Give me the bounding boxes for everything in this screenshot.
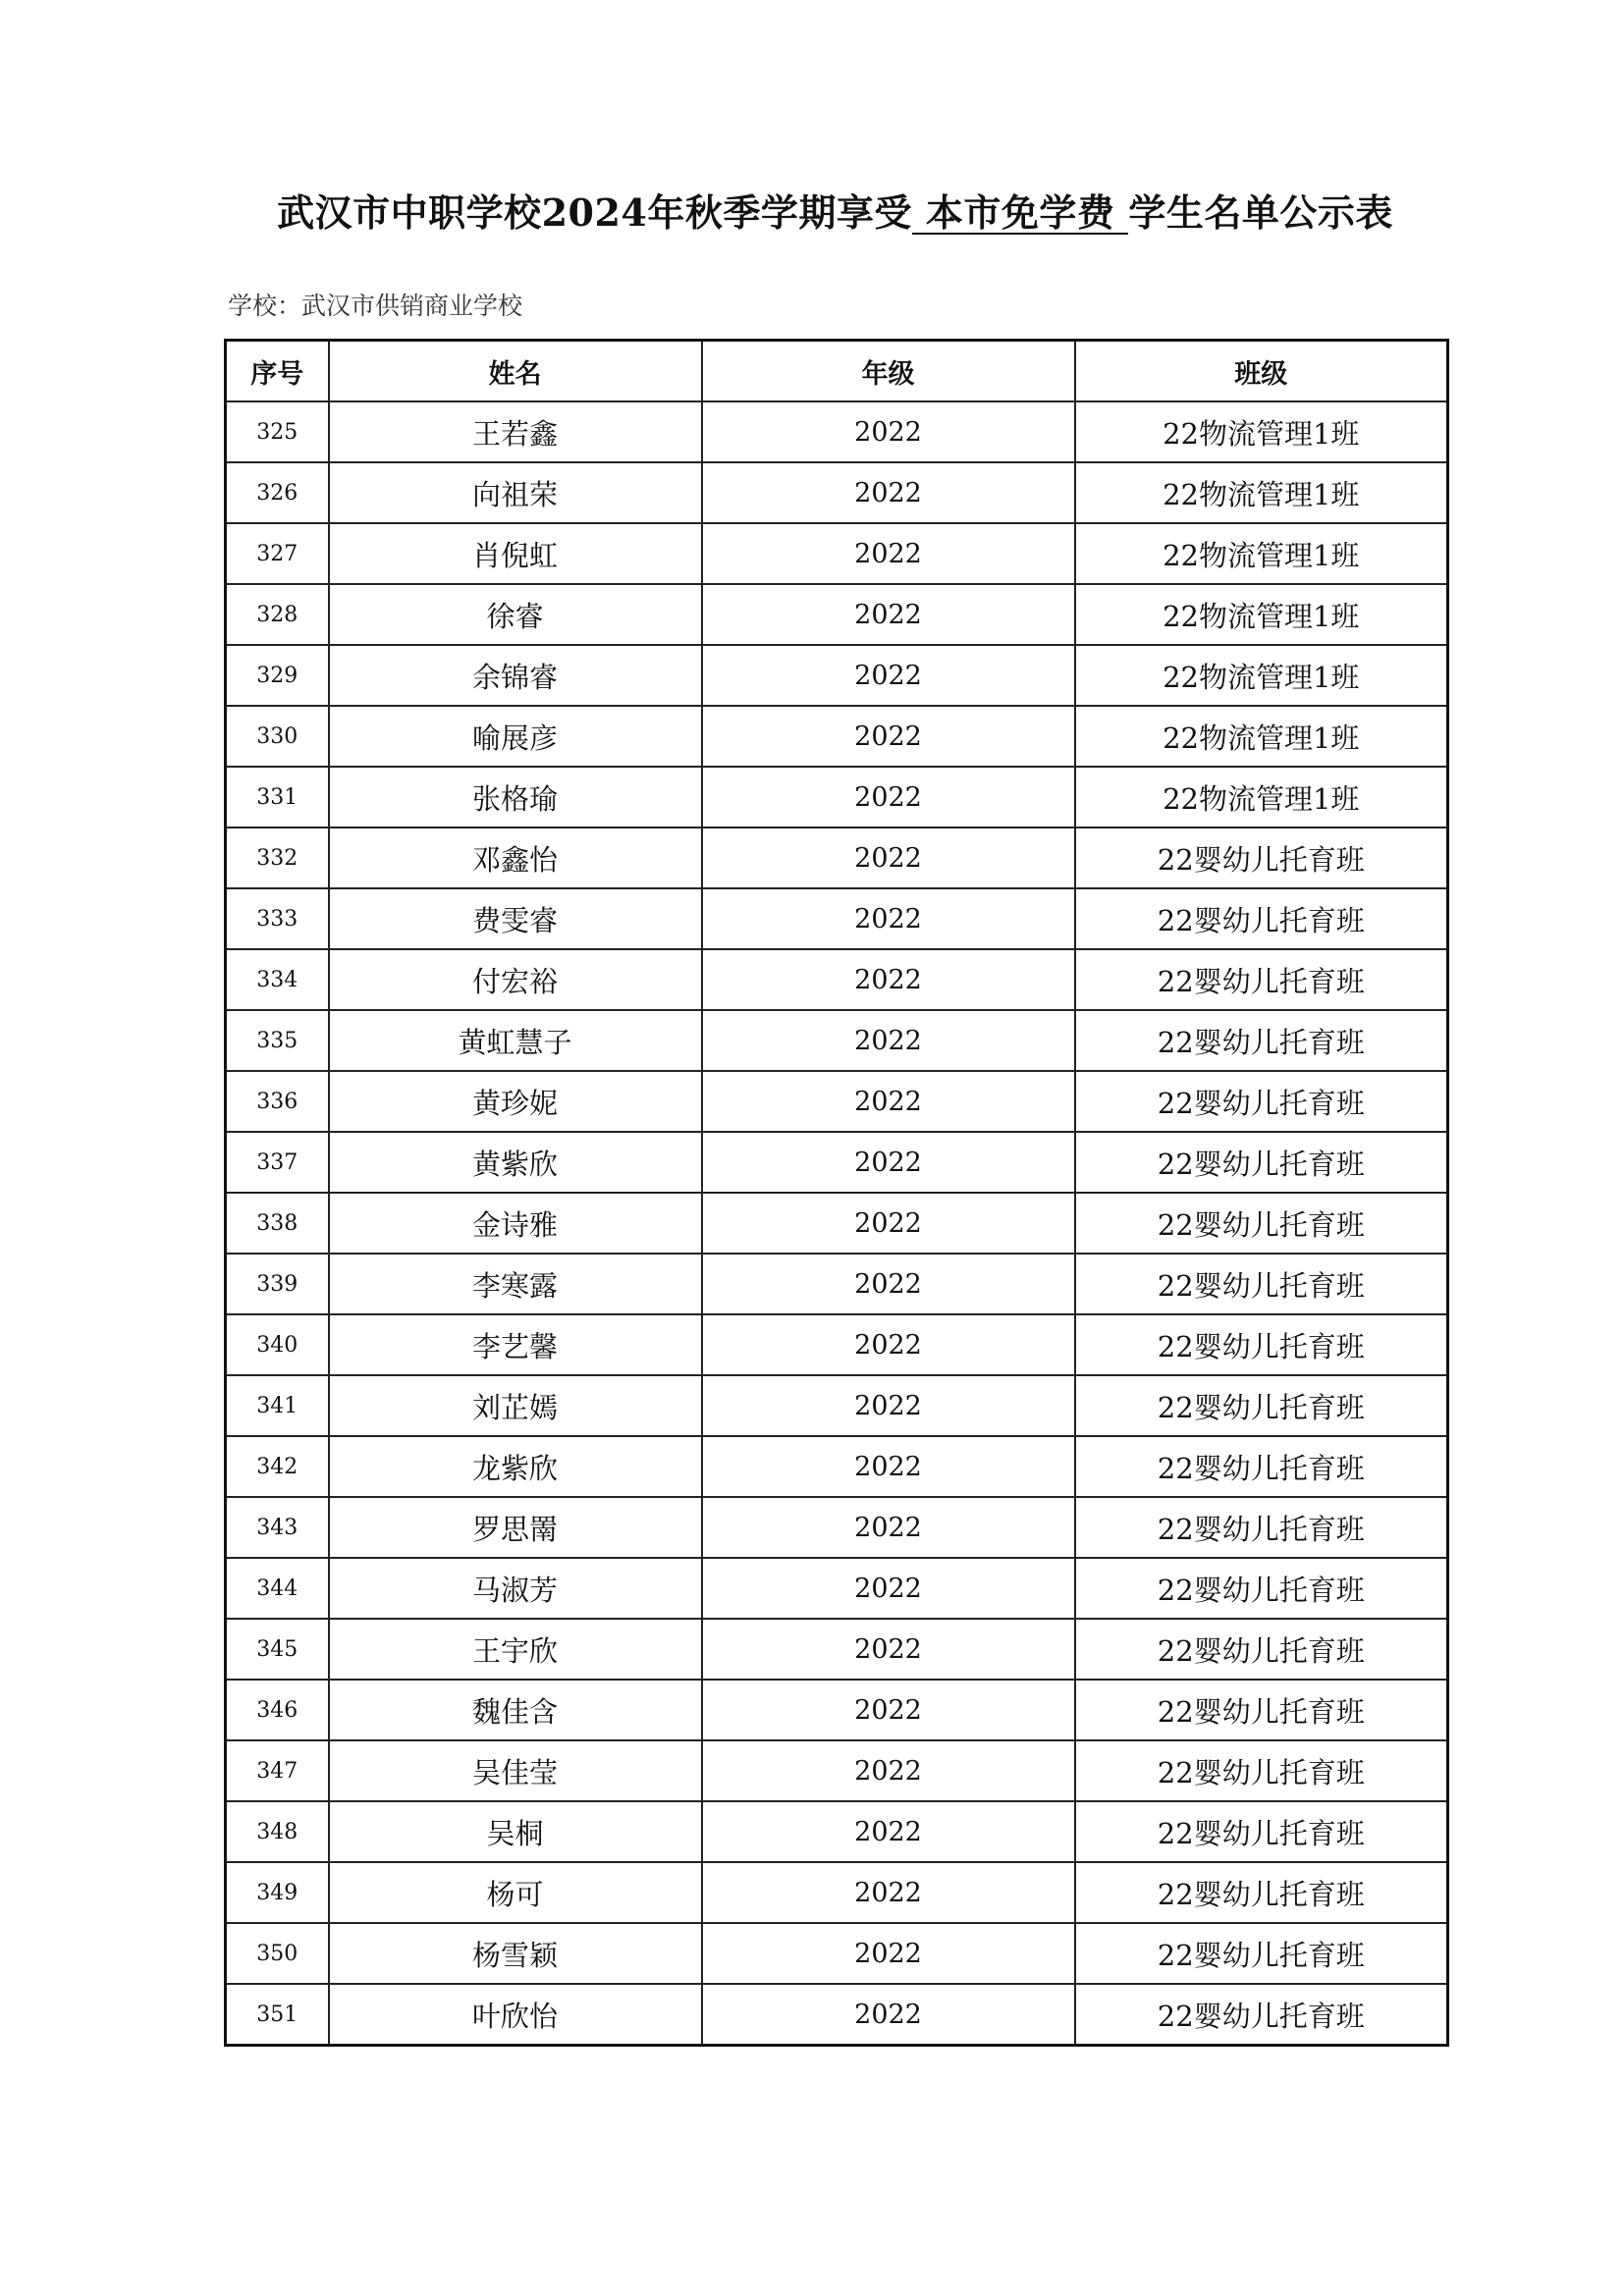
cell-class: 22婴幼儿托育班 — [1075, 1862, 1448, 1923]
cell-class: 22物流管理1班 — [1075, 706, 1448, 767]
table-row — [226, 1801, 1448, 1862]
cell-name: 黄珍妮 — [329, 1071, 702, 1132]
table-row — [226, 1193, 1448, 1254]
cell-index: 333 — [226, 888, 329, 949]
cell-name: 吴佳莹 — [329, 1740, 702, 1801]
cell-index: 344 — [226, 1558, 329, 1619]
cell-index: 325 — [226, 401, 329, 462]
cell-class: 22婴幼儿托育班 — [1075, 949, 1448, 1010]
cell-index: 340 — [226, 1314, 329, 1375]
cell-class: 22婴幼儿托育班 — [1075, 1680, 1448, 1740]
cell-index: 342 — [226, 1436, 329, 1497]
cell-grade: 2022 — [702, 1193, 1075, 1254]
cell-grade: 2022 — [702, 1436, 1075, 1497]
table-row — [226, 1071, 1448, 1132]
cell-name: 马淑芳 — [329, 1558, 702, 1619]
cell-name: 魏佳含 — [329, 1680, 702, 1740]
table-row — [226, 1740, 1448, 1801]
title-prefix: 武汉市中职学校2024年秋季学期享受 — [277, 190, 912, 235]
cell-name: 向祖荣 — [329, 462, 702, 523]
cell-index: 337 — [226, 1132, 329, 1193]
cell-class: 22婴幼儿托育班 — [1075, 1436, 1448, 1497]
cell-index: 335 — [226, 1010, 329, 1071]
table-row — [226, 949, 1448, 1010]
cell-name: 邓鑫怡 — [329, 828, 702, 888]
header-class: 班级 — [1075, 341, 1448, 402]
title-suffix: 学生名单公示表 — [1128, 190, 1393, 235]
table-row — [226, 1619, 1448, 1680]
cell-grade: 2022 — [702, 401, 1075, 462]
cell-class: 22婴幼儿托育班 — [1075, 1923, 1448, 1984]
cell-grade: 2022 — [702, 706, 1075, 767]
header-grade: 年级 — [702, 341, 1075, 402]
table-row — [226, 1862, 1448, 1923]
school-label: 学校：武汉市供销商业学校 — [228, 292, 523, 320]
cell-index: 332 — [226, 828, 329, 888]
table-body — [226, 401, 1448, 2046]
cell-index: 348 — [226, 1801, 329, 1862]
cell-name: 王宇欣 — [329, 1619, 702, 1680]
cell-class: 22物流管理1班 — [1075, 523, 1448, 584]
table-row — [226, 1254, 1448, 1314]
cell-class: 22婴幼儿托育班 — [1075, 1314, 1448, 1375]
cell-index: 351 — [226, 1984, 329, 2046]
cell-grade: 2022 — [702, 767, 1075, 828]
title-highlight: 本市免学费 — [912, 193, 1129, 235]
table-header — [226, 341, 1448, 402]
cell-class: 22婴幼儿托育班 — [1075, 1193, 1448, 1254]
cell-name: 吴桐 — [329, 1801, 702, 1862]
table-row — [226, 1132, 1448, 1193]
cell-grade: 2022 — [702, 523, 1075, 584]
cell-grade: 2022 — [702, 1740, 1075, 1801]
table-row — [226, 1558, 1448, 1619]
cell-name: 余锦睿 — [329, 645, 702, 706]
cell-class: 22婴幼儿托育班 — [1075, 1984, 1448, 2046]
cell-class: 22婴幼儿托育班 — [1075, 828, 1448, 888]
table-row — [226, 401, 1448, 462]
cell-class: 22婴幼儿托育班 — [1075, 1801, 1448, 1862]
table-row — [226, 523, 1448, 584]
cell-index: 350 — [226, 1923, 329, 1984]
cell-index: 327 — [226, 523, 329, 584]
cell-index: 336 — [226, 1071, 329, 1132]
table-row — [226, 828, 1448, 888]
cell-class: 22婴幼儿托育班 — [1075, 1740, 1448, 1801]
cell-grade: 2022 — [702, 1801, 1075, 1862]
cell-name: 喻展彦 — [329, 706, 702, 767]
cell-index: 346 — [226, 1680, 329, 1740]
cell-class: 22婴幼儿托育班 — [1075, 1132, 1448, 1193]
cell-name: 刘芷嫣 — [329, 1375, 702, 1436]
cell-index: 345 — [226, 1619, 329, 1680]
cell-class: 22婴幼儿托育班 — [1075, 1254, 1448, 1314]
cell-grade: 2022 — [702, 828, 1075, 888]
cell-class: 22婴幼儿托育班 — [1075, 888, 1448, 949]
cell-index: 347 — [226, 1740, 329, 1801]
cell-name: 付宏裕 — [329, 949, 702, 1010]
cell-index: 328 — [226, 584, 329, 645]
cell-grade: 2022 — [702, 1862, 1075, 1923]
cell-name: 龙紫欣 — [329, 1436, 702, 1497]
cell-grade: 2022 — [702, 1071, 1075, 1132]
cell-name: 王若鑫 — [329, 401, 702, 462]
cell-name: 张格瑜 — [329, 767, 702, 828]
cell-grade: 2022 — [702, 584, 1075, 645]
cell-grade: 2022 — [702, 1314, 1075, 1375]
cell-class: 22婴幼儿托育班 — [1075, 1010, 1448, 1071]
table-row — [226, 1984, 1448, 2046]
cell-index: 339 — [226, 1254, 329, 1314]
table-row — [226, 1923, 1448, 1984]
table-row — [226, 1497, 1448, 1558]
cell-grade: 2022 — [702, 1375, 1075, 1436]
cell-index: 330 — [226, 706, 329, 767]
cell-name: 杨雪颖 — [329, 1923, 702, 1984]
cell-grade: 2022 — [702, 1010, 1075, 1071]
table-row — [226, 1010, 1448, 1071]
cell-grade: 2022 — [702, 1984, 1075, 2046]
cell-grade: 2022 — [702, 1680, 1075, 1740]
cell-index: 334 — [226, 949, 329, 1010]
cell-class: 22婴幼儿托育班 — [1075, 1071, 1448, 1132]
cell-name: 李寒露 — [329, 1254, 702, 1314]
cell-name: 李艺馨 — [329, 1314, 702, 1375]
cell-name: 叶欣怡 — [329, 1984, 702, 2046]
page-title — [224, 187, 1446, 240]
cell-grade: 2022 — [702, 1619, 1075, 1680]
cell-name: 黄紫欣 — [329, 1132, 702, 1193]
header-name: 姓名 — [329, 341, 702, 402]
table-row — [226, 584, 1448, 645]
header-index: 序号 — [226, 341, 329, 402]
cell-class: 22物流管理1班 — [1075, 401, 1448, 462]
header-row — [226, 341, 1448, 402]
cell-index: 326 — [226, 462, 329, 523]
table-row — [226, 1314, 1448, 1375]
cell-class: 22物流管理1班 — [1075, 767, 1448, 828]
cell-name: 黄虹慧子 — [329, 1010, 702, 1071]
cell-grade: 2022 — [702, 1132, 1075, 1193]
cell-name: 肖倪虹 — [329, 523, 702, 584]
table-row — [226, 888, 1448, 949]
cell-grade: 2022 — [702, 1558, 1075, 1619]
cell-grade: 2022 — [702, 1497, 1075, 1558]
cell-class: 22物流管理1班 — [1075, 645, 1448, 706]
cell-grade: 2022 — [702, 1254, 1075, 1314]
table-row — [226, 1436, 1448, 1497]
table-row — [226, 645, 1448, 706]
cell-class: 22婴幼儿托育班 — [1075, 1375, 1448, 1436]
cell-grade: 2022 — [702, 462, 1075, 523]
cell-index: 349 — [226, 1862, 329, 1923]
cell-class: 22婴幼儿托育班 — [1075, 1497, 1448, 1558]
table-row — [226, 462, 1448, 523]
cell-index: 338 — [226, 1193, 329, 1254]
cell-index: 343 — [226, 1497, 329, 1558]
cell-index: 341 — [226, 1375, 329, 1436]
cell-name: 徐睿 — [329, 584, 702, 645]
cell-grade: 2022 — [702, 1923, 1075, 1984]
cell-class: 22婴幼儿托育班 — [1075, 1558, 1448, 1619]
cell-class: 22物流管理1班 — [1075, 462, 1448, 523]
cell-class: 22婴幼儿托育班 — [1075, 1619, 1448, 1680]
table-row — [226, 706, 1448, 767]
cell-name: 金诗雅 — [329, 1193, 702, 1254]
cell-index: 331 — [226, 767, 329, 828]
student-table — [224, 339, 1449, 2047]
cell-grade: 2022 — [702, 949, 1075, 1010]
cell-index: 329 — [226, 645, 329, 706]
table-row — [226, 767, 1448, 828]
cell-name: 罗思罱 — [329, 1497, 702, 1558]
cell-name: 费雯睿 — [329, 888, 702, 949]
table-row — [226, 1680, 1448, 1740]
table-row — [226, 1375, 1448, 1436]
cell-class: 22物流管理1班 — [1075, 584, 1448, 645]
cell-name: 杨可 — [329, 1862, 702, 1923]
cell-grade: 2022 — [702, 888, 1075, 949]
cell-grade: 2022 — [702, 645, 1075, 706]
